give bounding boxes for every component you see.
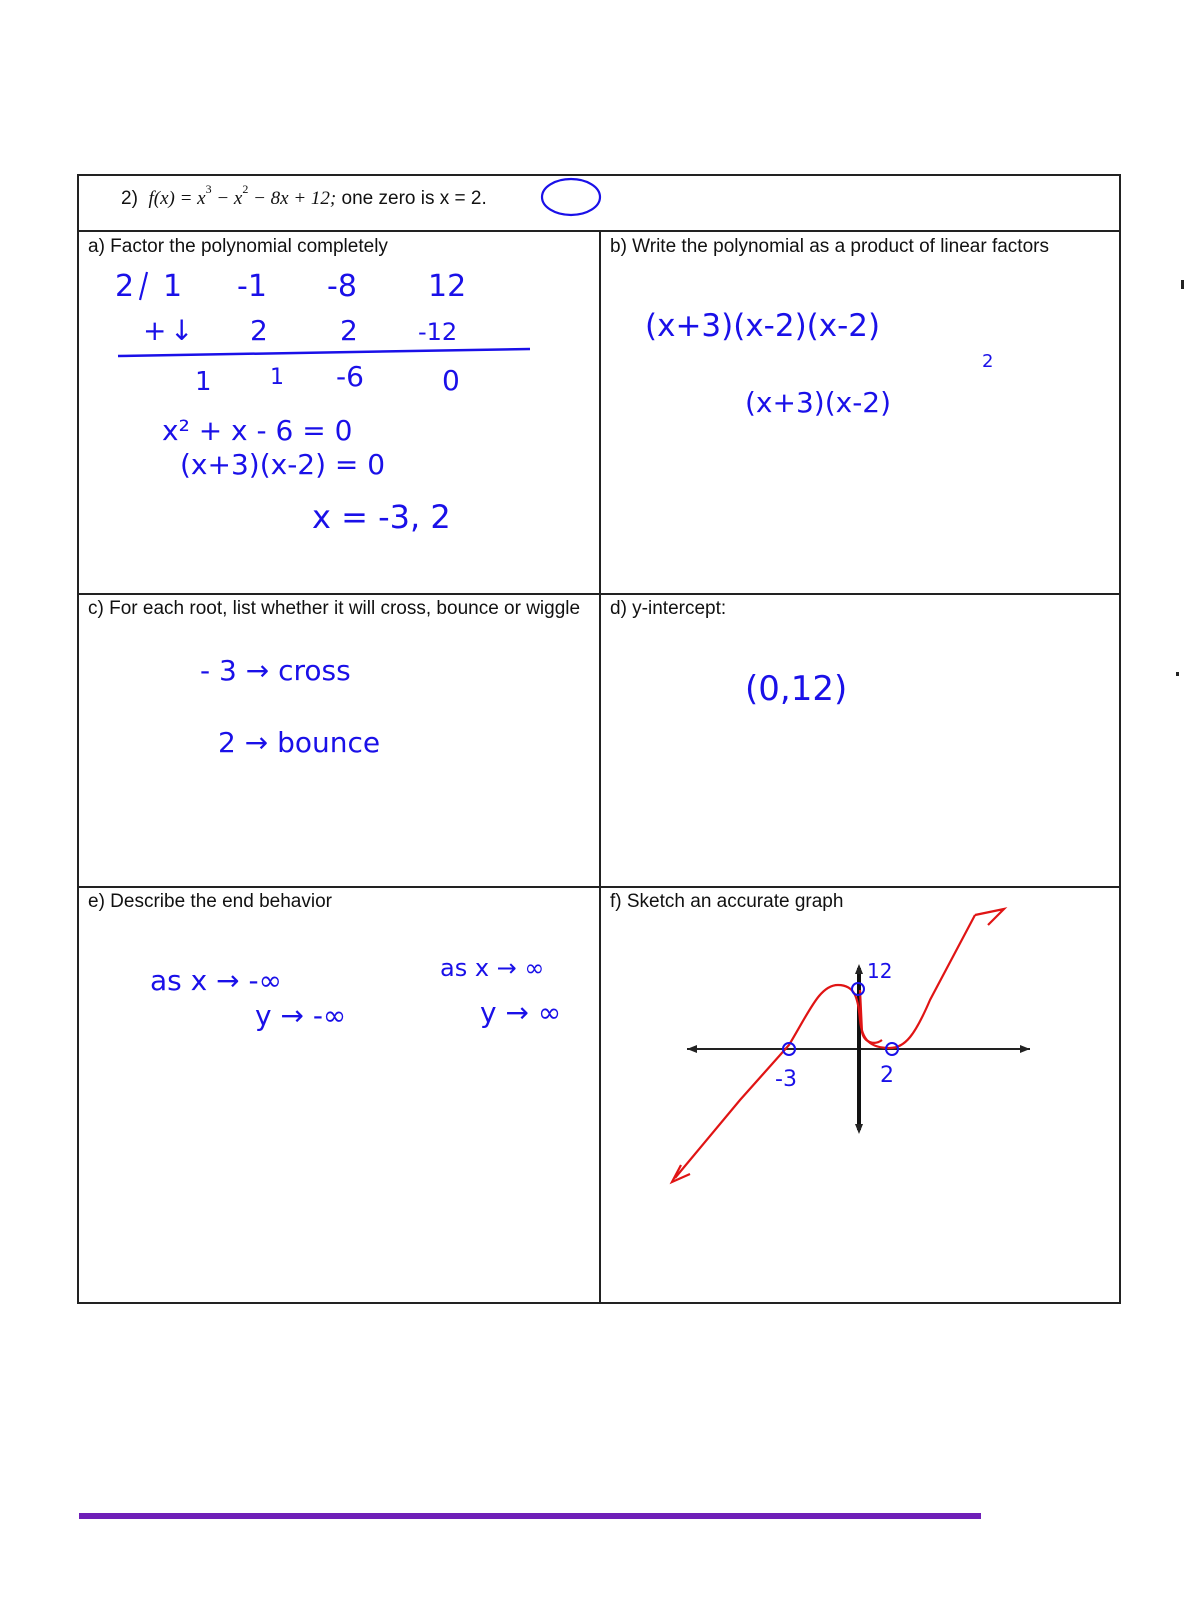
cell-a-label: a) Factor the polynomial completely (88, 236, 388, 257)
linear-factors-line2: (x+3)(x-2) (745, 386, 892, 419)
roots: x = -3, 2 (312, 498, 451, 536)
footer-bar (79, 1513, 981, 1519)
plus-sign: + (143, 314, 167, 347)
problem-statement (79, 176, 1119, 232)
row-divider-2 (79, 886, 1119, 888)
result-1: 1 (195, 367, 212, 397)
root-neg3-behavior: - 3 → cross (200, 654, 351, 687)
cell-d-label: d) y-intercept: (610, 598, 727, 619)
coef-4: 12 (428, 269, 467, 304)
tick-label-neg3: -3 (775, 1067, 797, 1092)
root-2-behavior: 2 → bounce (218, 726, 381, 759)
problem-number: 2) (121, 188, 138, 209)
product-2: 2 (340, 314, 358, 347)
product-1: 2 (250, 314, 268, 347)
cell-b-label: b) Write the polynomial as a product of linear factors (610, 236, 1049, 257)
linear-factors-exponent: 2 (982, 351, 994, 372)
quadratic-equation: x² + x - 6 = 0 (162, 414, 353, 447)
margin-mark-2 (1176, 672, 1179, 676)
cell-c-label: c) For each root, list whether it will cross, bounce or wiggle (88, 598, 581, 619)
column-divider (599, 232, 601, 1304)
right-end-y: y → ∞ (480, 996, 562, 1029)
linear-factors-line1: (x+3)(x-2)(x-2) (645, 308, 881, 344)
tick-label-2: 2 (880, 1063, 894, 1088)
carry-arrow: ↓ (170, 314, 194, 347)
coef-1: 1 (163, 269, 183, 304)
margin-mark-1 (1181, 280, 1184, 289)
worksheet-table (77, 174, 1121, 1304)
left-end-x: as x → -∞ (150, 964, 282, 997)
problem-text (121, 182, 487, 210)
cell-f-label: f) Sketch an accurate graph (610, 891, 844, 912)
coef-2: -1 (237, 269, 267, 304)
coef-3: -8 (327, 269, 357, 304)
division-root: 2 (115, 269, 135, 304)
product-3: -12 (418, 318, 458, 346)
result-2: 1 (270, 365, 284, 390)
left-end-y: y → -∞ (255, 999, 347, 1032)
result-3: -6 (336, 360, 364, 393)
factored-equation: (x+3)(x-2) = 0 (180, 448, 386, 481)
cell-e-label: e) Describe the end behavior (88, 891, 332, 912)
function-definition: $f(x) = x^3 - x^2 - 8x + 12$; (148, 182, 337, 209)
zero-note: one zero is x = 2. (341, 188, 487, 209)
result-4: 0 (442, 364, 460, 397)
tick-label-12: 12 (867, 959, 893, 983)
y-intercept-value: (0,12) (745, 669, 848, 709)
right-end-x: as x → ∞ (440, 954, 545, 982)
row-divider-1 (79, 593, 1119, 595)
